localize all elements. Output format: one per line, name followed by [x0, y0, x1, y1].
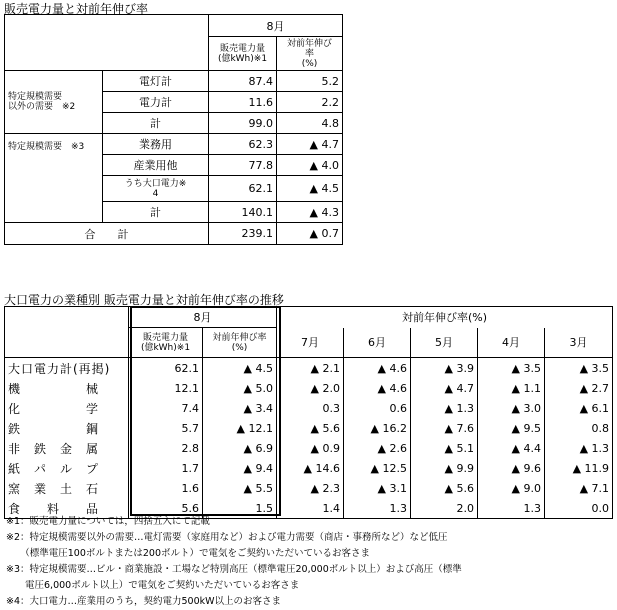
- industry-label: 紙 パ ル プ: [5, 458, 129, 478]
- table1-month-header: 8月: [209, 15, 343, 37]
- industry-trend-rate: ▲ 4.7: [411, 378, 478, 398]
- industry-sales: 7.4: [129, 398, 203, 418]
- industry-label: 食 料 品: [5, 498, 129, 519]
- total-label: 合 計: [5, 223, 209, 245]
- row-label-subtotal2: 計: [103, 202, 209, 223]
- sales-lighting: 87.4: [209, 71, 277, 92]
- table1-corner: [5, 15, 209, 71]
- industry-trend-rate: 2.0: [411, 498, 478, 519]
- industry-sales: 5.6: [129, 498, 203, 519]
- total-rate: ▲ 0.7: [277, 223, 343, 245]
- table1-col-rate: 対前年伸び 率 (%): [277, 37, 343, 71]
- table2-month-header: 8月: [129, 307, 277, 328]
- table-row: [5, 478, 613, 498]
- industry-trend-rate: ▲ 4.6: [344, 378, 411, 398]
- industry-label: 窯 業 土 石: [5, 478, 129, 498]
- industry-trend-rate: ▲ 6.1: [545, 398, 613, 418]
- industry-trend-rate: 1.3: [478, 498, 545, 519]
- group2-label: 特定規模需要 ※3: [5, 134, 103, 223]
- industry-trend-rate: ▲ 7.6: [411, 418, 478, 438]
- industry-trend-rate: ▲ 0.9: [277, 438, 344, 458]
- sales-subtotal2: 140.1: [209, 202, 277, 223]
- industry-trend-rate: ▲ 3.5: [545, 358, 613, 379]
- trend-header: 対前年伸び率(%): [277, 307, 613, 328]
- industry-trend-rate: ▲ 1.3: [545, 438, 613, 458]
- row-label-business: 業務用: [103, 134, 209, 155]
- industry-trend-rate: ▲ 2.3: [277, 478, 344, 498]
- industry-trend-rate: ▲ 1.3: [411, 398, 478, 418]
- table1-col-sales: 販売電力量 (億kWh)※1: [209, 37, 277, 71]
- industry-sales: 5.7: [129, 418, 203, 438]
- industry-rate: ▲ 12.1: [203, 418, 277, 438]
- industry-trend-rate: ▲ 4.4: [478, 438, 545, 458]
- industry-label: 機 械: [5, 378, 129, 398]
- industry-trend-rate: ▲ 3.1: [344, 478, 411, 498]
- sales-large: 62.1: [209, 176, 277, 202]
- table2-col-sales: 販売電力量 (億kWh)※1: [129, 328, 203, 358]
- sales-power: 11.6: [209, 92, 277, 113]
- industry-rate: ▲ 5.0: [203, 378, 277, 398]
- industry-trend-rate: ▲ 2.6: [344, 438, 411, 458]
- month-header-apr: 4月: [478, 328, 545, 358]
- industry-trend-rate: ▲ 2.0: [277, 378, 344, 398]
- month-header-mar: 3月: [545, 328, 613, 358]
- footnote-2-cont: （標準電圧100ボルトまたは200ボルト）で電気をご契約いただいているお客さま: [6, 548, 371, 559]
- industry-table: [4, 306, 613, 519]
- industry-trend-rate: ▲ 5.6: [277, 418, 344, 438]
- industry-trend-rate: ▲ 9.0: [478, 478, 545, 498]
- total-sales: 239.1: [209, 223, 277, 245]
- industry-rate: ▲ 9.4: [203, 458, 277, 478]
- sales-table: [4, 14, 343, 245]
- industry-trend-rate: ▲ 11.9: [545, 458, 613, 478]
- table1-title: 販売電力量と対前年伸び率: [4, 2, 149, 16]
- industry-rate: 1.5: [203, 498, 277, 519]
- industry-trend-rate: ▲ 3.9: [411, 358, 478, 379]
- industry-sales: 12.1: [129, 378, 203, 398]
- rate-industrial: ▲ 4.0: [277, 155, 343, 176]
- sales-industrial: 77.8: [209, 155, 277, 176]
- table-row: [5, 458, 613, 478]
- rate-lighting: 5.2: [277, 71, 343, 92]
- industry-trend-rate: ▲ 3.0: [478, 398, 545, 418]
- industry-trend-rate: ▲ 14.6: [277, 458, 344, 478]
- industry-trend-rate: 1.4: [277, 498, 344, 519]
- industry-trend-rate: ▲ 9.5: [478, 418, 545, 438]
- industry-rate: ▲ 6.9: [203, 438, 277, 458]
- industry-trend-rate: ▲ 3.5: [478, 358, 545, 379]
- industry-sales: 1.7: [129, 458, 203, 478]
- industry-sales: 1.6: [129, 478, 203, 498]
- table2-col-rate: 対前年伸び率 (%): [203, 328, 277, 358]
- sales-business: 62.3: [209, 134, 277, 155]
- industry-rate: ▲ 3.4: [203, 398, 277, 418]
- row-label-power: 電力計: [103, 92, 209, 113]
- rate-subtotal2: ▲ 4.3: [277, 202, 343, 223]
- footnote-2: ※2：特定規模需要以外の需要…電灯需要（家庭用など）および電力需要（商店・事務所など）など低圧: [6, 532, 448, 543]
- industry-label: 化 学: [5, 398, 129, 418]
- footnote-3: ※3：特定規模需要…ビル・商業施設・工場など特別高圧（標準電圧20,000ボルト以上）および高圧（標準: [6, 564, 462, 575]
- table-row: [5, 378, 613, 398]
- footnote-4: ※4：大口電力…産業用のうち，契約電力500kW以上のお客さま: [6, 596, 282, 607]
- footnotes: [6, 514, 462, 610]
- industry-label: 鉄 鋼: [5, 418, 129, 438]
- row-label-industrial: 産業用他: [103, 155, 209, 176]
- month-header-jul: 7月: [277, 328, 344, 358]
- industry-trend-rate: ▲ 7.1: [545, 478, 613, 498]
- rate-subtotal1: 4.8: [277, 113, 343, 134]
- industry-trend-rate: ▲ 5.1: [411, 438, 478, 458]
- industry-sales: 62.1: [129, 358, 203, 379]
- industry-trend-rate: ▲ 9.6: [478, 458, 545, 478]
- industry-trend-rate: ▲ 1.1: [478, 378, 545, 398]
- industry-label: 大口電力計(再掲): [5, 358, 129, 379]
- table2-corner: [5, 307, 129, 358]
- industry-trend-rate: 1.3: [344, 498, 411, 519]
- industry-trend-rate: ▲ 12.5: [344, 458, 411, 478]
- industry-trend-rate: ▲ 2.1: [277, 358, 344, 379]
- industry-trend-rate: 0.8: [545, 418, 613, 438]
- industry-label: 非 鉄 金 属: [5, 438, 129, 458]
- month-header-may: 5月: [411, 328, 478, 358]
- table-row: [5, 358, 613, 379]
- industry-rate: ▲ 4.5: [203, 358, 277, 379]
- industry-sales: 2.8: [129, 438, 203, 458]
- industry-trend-rate: ▲ 16.2: [344, 418, 411, 438]
- footnote-3-cont: 電圧6,000ボルト以上）で電気をご契約いただいているお客さま: [6, 580, 300, 591]
- table-row: [5, 438, 613, 458]
- row-label-lighting: 電灯計: [103, 71, 209, 92]
- industry-trend-rate: ▲ 2.7: [545, 378, 613, 398]
- sales-subtotal1: 99.0: [209, 113, 277, 134]
- industry-trend-rate: ▲ 9.9: [411, 458, 478, 478]
- table-row: [5, 398, 613, 418]
- group1-label: 特定規模需要 以外の需要 ※2: [5, 71, 103, 134]
- industry-trend-rate: ▲ 5.6: [411, 478, 478, 498]
- industry-trend-rate: 0.6: [344, 398, 411, 418]
- footnote-1: ※1：販売電力量については，四捨五入にて記載: [6, 516, 210, 527]
- industry-rate: ▲ 5.5: [203, 478, 277, 498]
- rate-large: ▲ 4.5: [277, 176, 343, 202]
- rate-business: ▲ 4.7: [277, 134, 343, 155]
- industry-trend-rate: 0.0: [545, 498, 613, 519]
- industry-trend-rate: 0.3: [277, 398, 344, 418]
- rate-power: 2.2: [277, 92, 343, 113]
- month-header-jun: 6月: [344, 328, 411, 358]
- table2-title: 大口電力の業種別 販売電力量と対前年伸び率の推移: [4, 293, 284, 307]
- table-row: [5, 418, 613, 438]
- industry-trend-rate: ▲ 4.6: [344, 358, 411, 379]
- row-label-large: うち大口電力※ 4: [103, 176, 209, 202]
- row-label-subtotal1: 計: [103, 113, 209, 134]
